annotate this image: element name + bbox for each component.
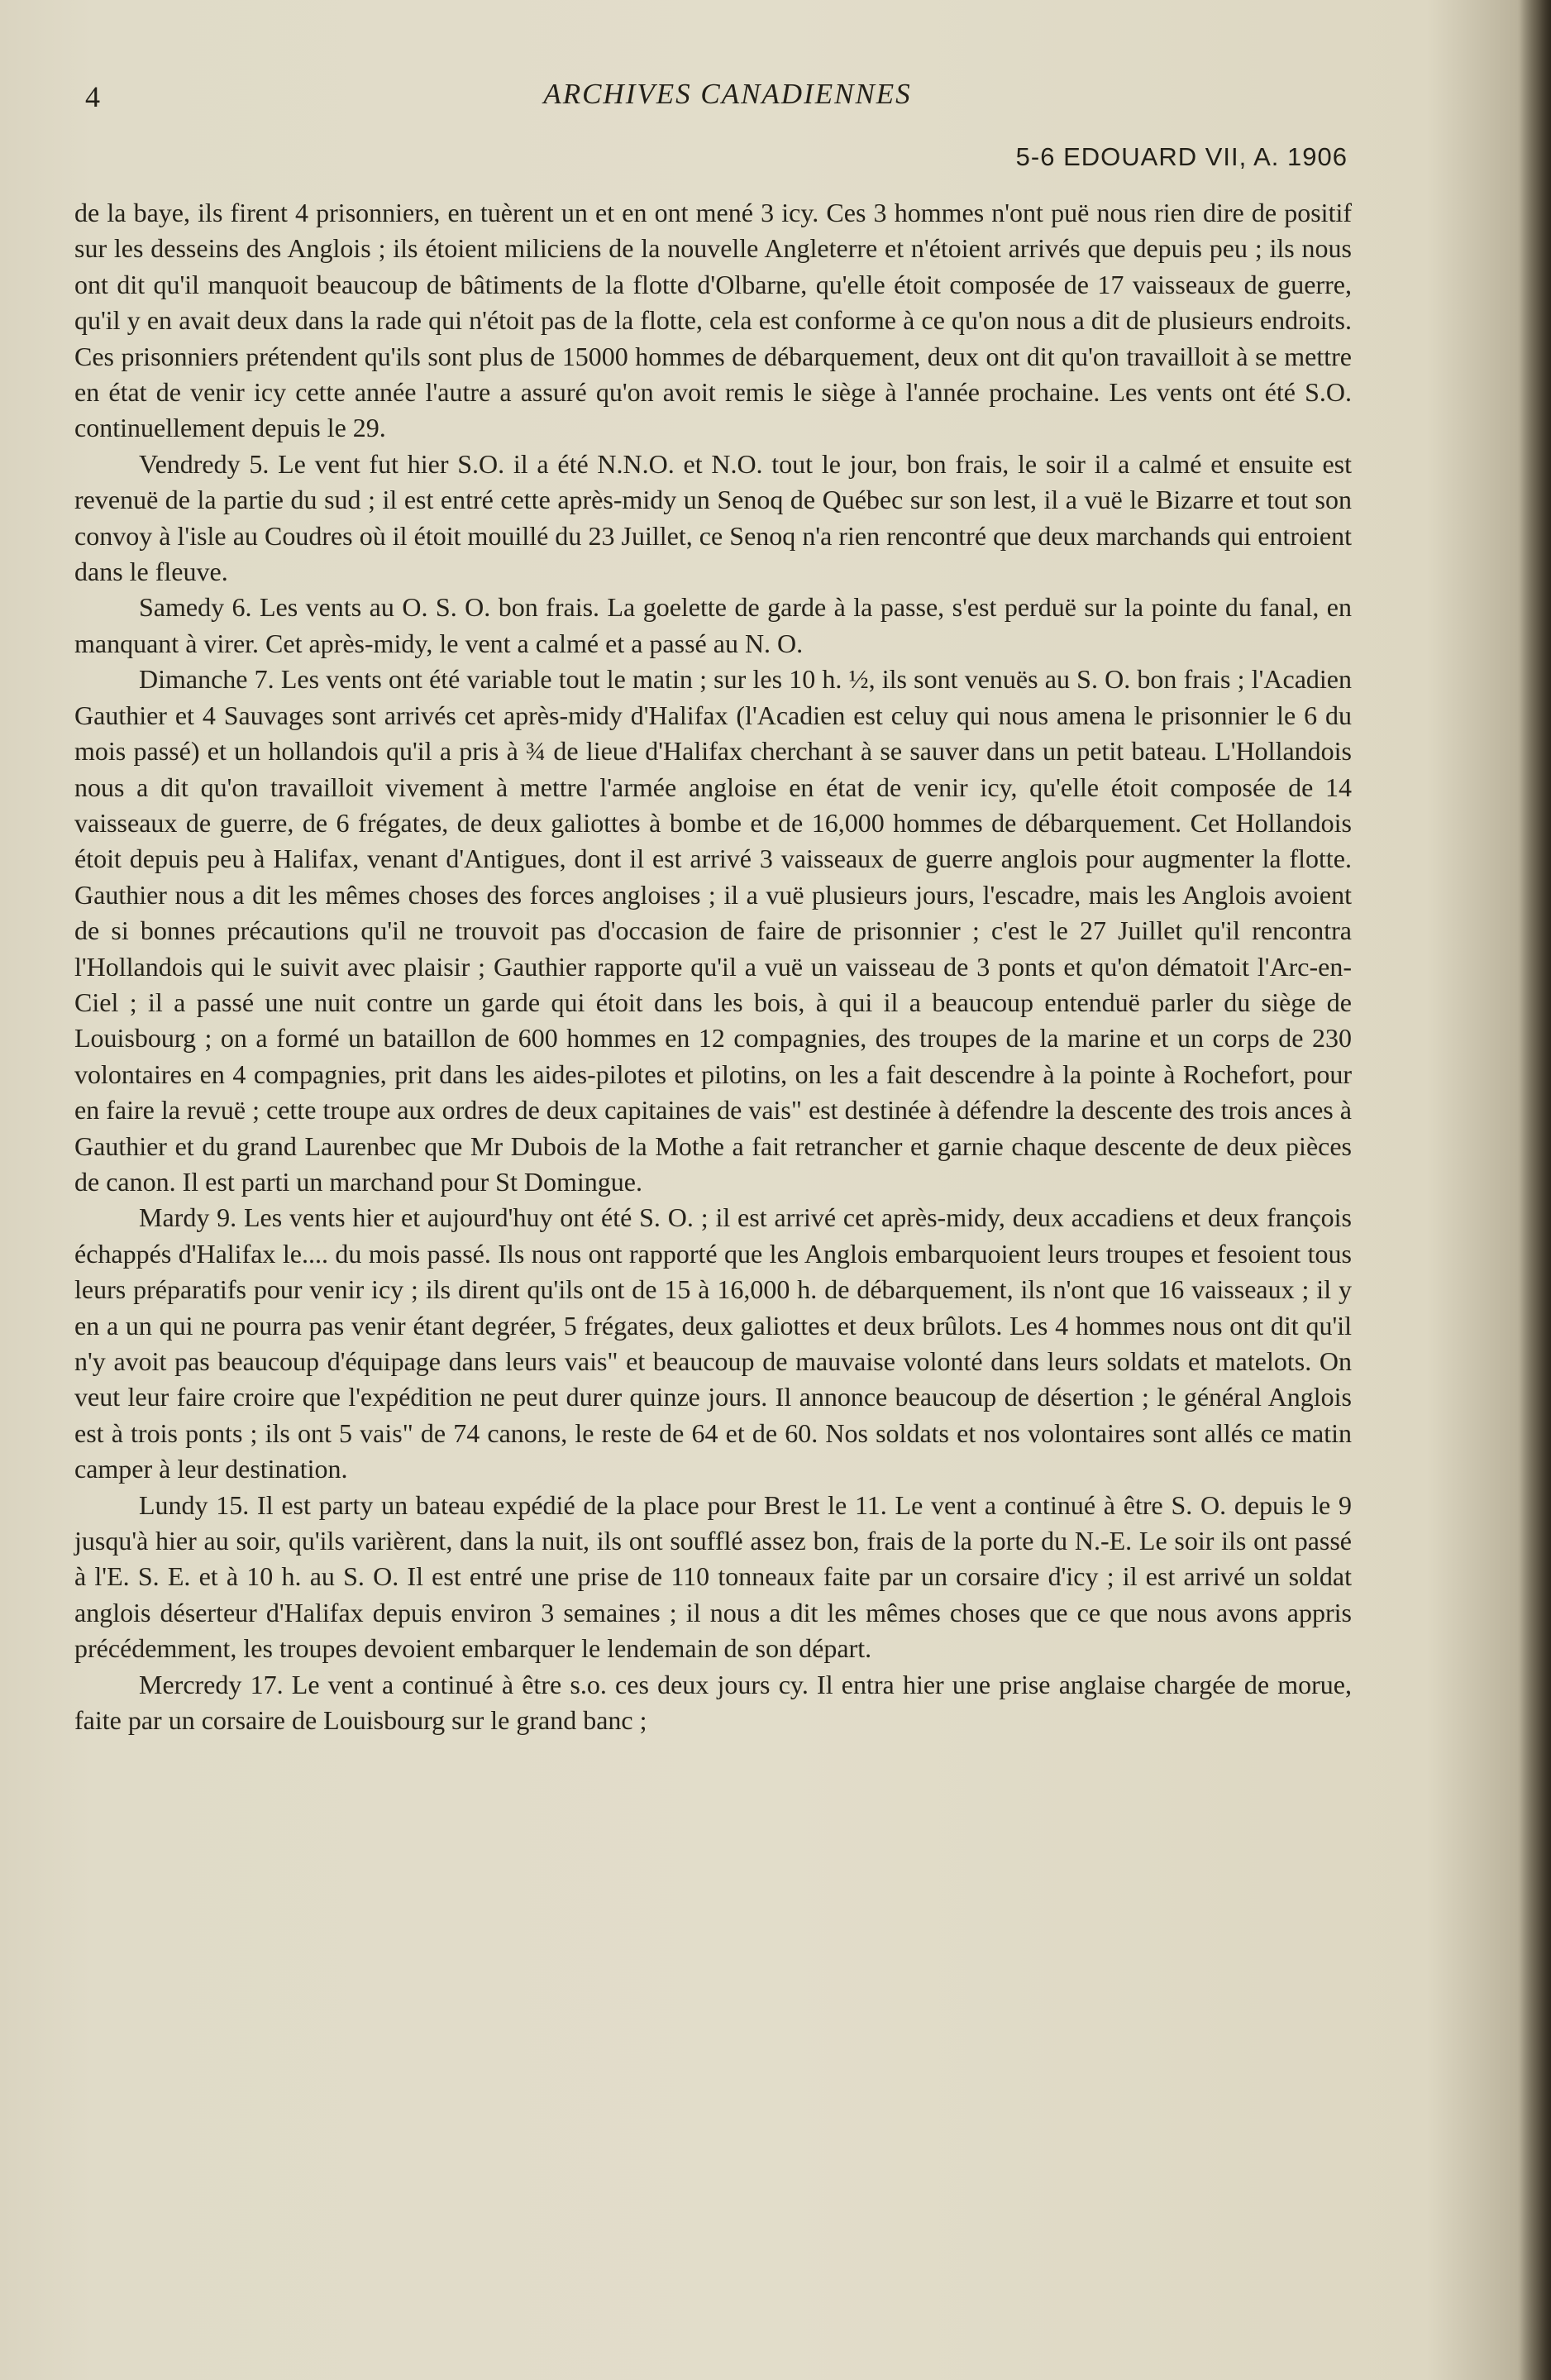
paragraph-mardy-9: Mardy 9. Les vents hier et aujourd'huy ont été S. O. ; il est arrivé cet après-midy, deux accadiens et deux françois échappés d'Halifax le.... du mois passé. Ils nous ont rapporté que les Anglois embarquoient leurs troupes et fesoient tous leurs préparatifs pour venir icy ; ils dirent qu'ils ont de 15 à 16,000 h. de débarquement, ils n'ont que 16 vaisseaux ; il y en a un qui ne pourra pas venir étant degréer, 5 frégates, deux galiottes et deux brûlots. Les 4 hommes nous ont dit qu'il n'y avoit pas beaucoup d'équipage dans leurs vais" et beaucoup de mauvaise volonté dans leurs soldats et matelots. On veut leur faire croire que l'expédition ne peut durer quinze jours. Il annonce beaucoup de désertion ; le général Anglois est à trois ponts ; ils ont 5 vais" de 74 canons, le reste de 64 et de 60. Nos soldats et nos volontaires sont allés ce matin camper à leur destination. <box>74 1202 1352 1484</box>
running-title: ARCHIVES CANADIENNES <box>543 78 912 110</box>
paragraph-vendredy-5: Vendredy 5. Le vent fut hier S.O. il a été N.N.O. et N.O. tout le jour, bon frais, le soir il a calmé et ensuite est revenuë de la partie du sud ; il est entré cette après-midy un Senoq de Québec sur son lest, il a vuë le Bizarre et tout son convoy à l'isle au Coudres où il étoit mouillé du 23 Juillet, ce Senoq n'a rien rencontré que deux marchands qui entroient dans le fleuve. <box>74 448 1352 587</box>
page-number: 4 <box>85 80 100 113</box>
body-text <box>74 195 1352 1738</box>
paragraph-continuation: de la baye, ils firent 4 prisonniers, en tuèrent un et en ont mené 3 icy. Ces 3 hommes n'ont puë nous rien dire de positif sur les desseins des Anglois ; ils étoient miliciens de la nouvelle Angleterre et n'étoient arrivés que depuis peu ; ils nous ont dit qu'il manquoit beaucoup de bâtiments de la flotte d'Olbarne, qu'elle étoit composée de 17 vaisseaux de guerre, qu'il y en avait deux dans la rade qui n'étoit pas de la flotte, cela est conforme à ce qu'on nous a dit de plusieurs endroits. Ces prisonniers prétendent qu'ils sont plus de 15000 hommes de débarquement, deux ont dit qu'on travailloit à se mettre en état de venir icy cette année l'autre a assuré qu'on avoit remis le siège à l'année prochaine. Les vents ont été S.O. continuellement depuis le 29. <box>74 198 1352 443</box>
session-reference: 5-6 EDOUARD VII, A. 1906 <box>1015 142 1348 171</box>
paragraph-samedy-6: Samedy 6. Les vents au O. S. O. bon frais. La goelette de garde à la passe, s'est perduë sur la pointe du fanal, en manquant à virer. Cet après-midy, le vent a calmé et a passé au N. O. <box>74 592 1352 658</box>
book-spine-shadow <box>1518 0 1551 2380</box>
paragraph-lundy-15: Lundy 15. Il est party un bateau expédié de la place pour Brest le 11. Le vent a continué à être S. O. depuis le 9 jusqu'à hier au soir, qu'ils varièrent, dans la nuit, ils ont soufflé assez bon, frais de la porte du N.-E. Le soir ils ont passé à l'E. S. E. et à 10 h. au S. O. Il est entré une prise de 110 tonneaux faite par un corsaire d'icy ; il est arrivé un soldat anglois déserteur d'Halifax depuis environ 3 semaines ; il nous a dit les mêmes choses que ce que nous avons appris précédemment, les troupes devoient embarquer le lendemain de son départ. <box>74 1489 1352 1664</box>
paragraph-dimanche-7: Dimanche 7. Les vents ont été variable tout le matin ; sur les 10 h. ½, ils sont venuës au S. O. bon frais ; l'Acadien Gauthier et 4 Sauvages sont arrivés cet après-midy d'Halifax (l'Acadien est celuy qui nous amena le prisonnier le 6 du mois passé) et un hollandois qu'il a pris à ¾ de lieue d'Halifax cherchant à se sauver dans un petit bateau. L'Hollandois nous a dit qu'on travailloit vivement à mettre l'armée angloise en état de venir icy, qu'elle étoit composée de 14 vaisseaux de guerre, de 6 frégates, de deux galiottes à bombe et de 16,000 hommes de débarquement. Cet Hollandois étoit depuis peu à Halifax, venant d'Antigues, dont il est arrivé 3 vaisseaux de guerre anglois pour augmenter la flotte. Gauthier nous a dit les mêmes choses des forces angloises ; il a vuë plusieurs jours, l'escadre, mais les Anglois avoient de si bonnes précautions qu'il ne trouvoit pas d'occasion de faire de prisonnier ; c'est le 27 Juillet qu'il rencontra l'Hollandois qui le suivit avec plaisir ; Gauthier rapporte qu'il a vuë un vaisseau de 3 ponts et qu'on dématoit l'Arc-en-Ciel ; il a passé une nuit contre un garde qui étoit dans les bois, à qui il a beaucoup entenduë parler du siège de Louisbourg ; on a formé un bataillon de 600 hommes en 12 compagnies, des troupes de la marine et un corps de 230 volontaires en 4 compagnies, prit dans les aides-pilotes et pilotins, on les a fait descendre à la pointe à Rochefort, pour en faire la revuë ; cette troupe aux ordres de deux capitaines de vais" est destinée à défendre la descente des trois ances à Gauthier et du grand Laurenbec que Mr Dubois de la Mothe a fait retrancher et garnie chaque descente de deux pièces de canon. Il est parti un marchand pour St Domingue. <box>74 664 1352 1197</box>
paragraph-mercredy-17: Mercredy 17. Le vent a continué à être s.o. ces deux jours cy. Il entra hier une prise anglaise chargée de morue, faite par un corsaire de Louisbourg sur le grand banc ; <box>74 1669 1352 1736</box>
